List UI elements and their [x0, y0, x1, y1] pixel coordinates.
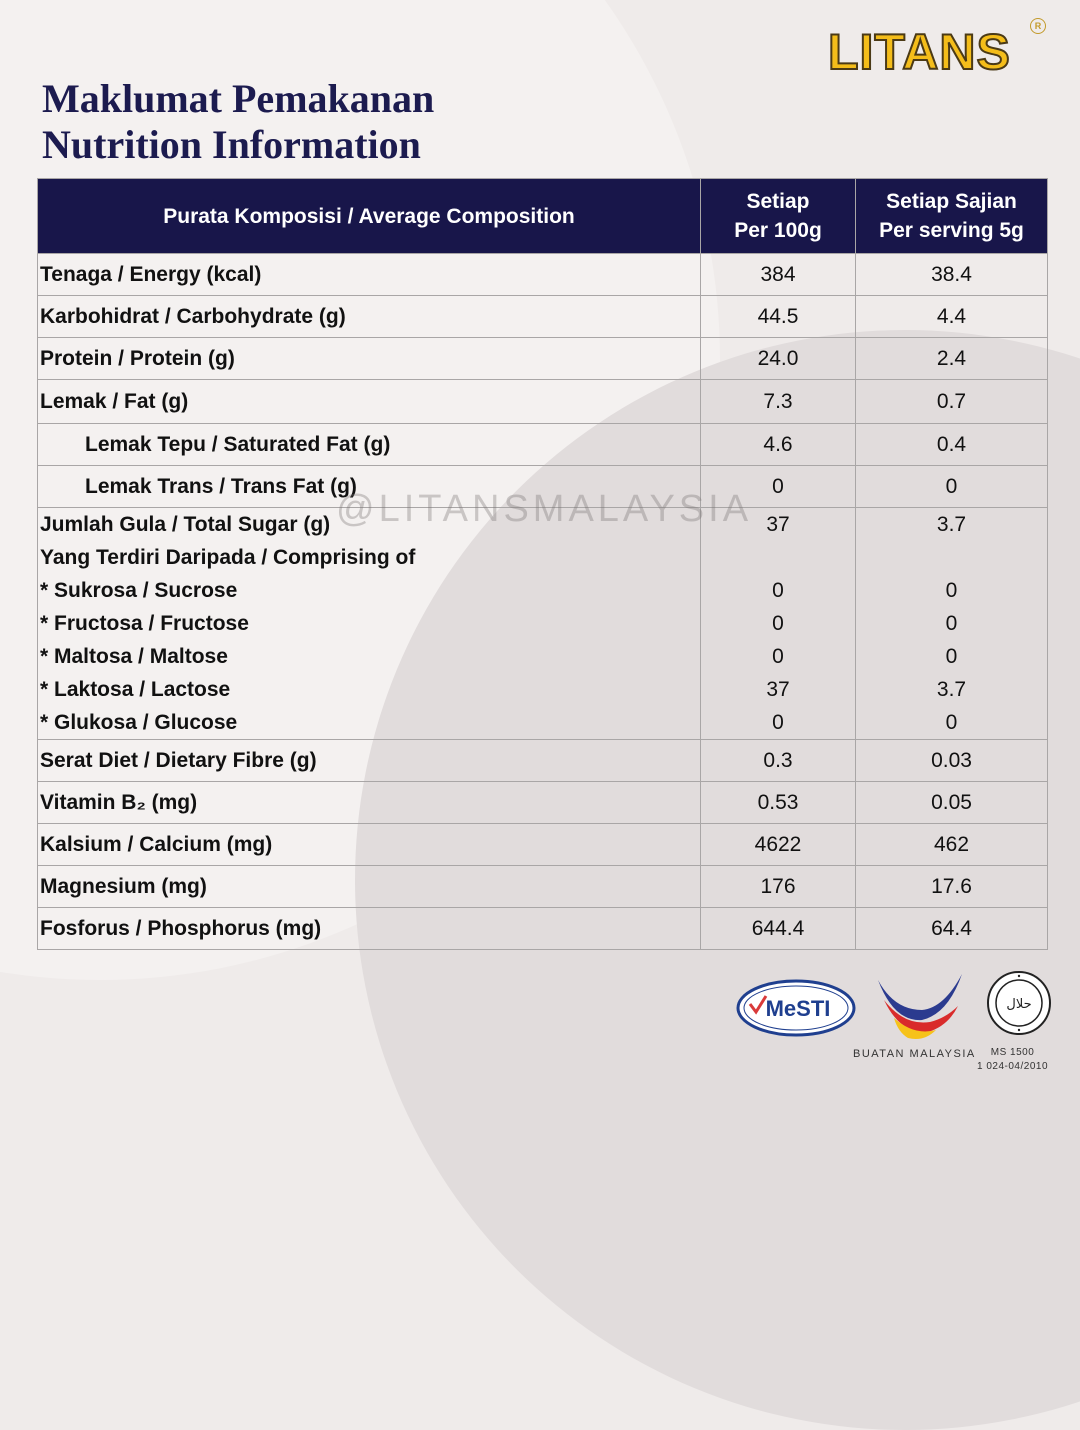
certification-badges	[736, 970, 1066, 1070]
table-row	[38, 740, 1048, 782]
row-serving: 0.05	[856, 782, 1048, 824]
page-title	[42, 76, 434, 168]
nutrition-table	[37, 178, 1048, 950]
mesti-text: MeSTI	[765, 996, 831, 1021]
table-row	[38, 296, 1048, 338]
made-in-malaysia-label: BUATAN MALAYSIA	[853, 1048, 976, 1060]
row-serving: 64.4	[856, 908, 1048, 950]
row-serving: 4.4	[856, 296, 1048, 338]
sugar-row	[38, 508, 1048, 740]
sugar-line-per100: 37	[766, 678, 790, 701]
sugar-line-per100: 0	[772, 612, 784, 635]
row-serving: 0	[856, 466, 1048, 508]
malaysia-flag-mark-icon	[874, 970, 966, 1044]
ms-code-line2: 1 024-04/2010	[977, 1061, 1049, 1072]
row-label: Kalsium / Calcium (mg)	[38, 824, 701, 866]
sugar-line-serving: 0	[945, 645, 958, 668]
sugar-line-per100: 0	[772, 579, 784, 602]
row-per100: 644.4	[701, 908, 856, 950]
header-per-serving	[856, 179, 1048, 254]
sugar-line-serving: 0	[945, 711, 958, 734]
row-label: Lemak Tepu / Saturated Fat (g)	[38, 424, 701, 466]
table-row	[38, 824, 1048, 866]
sugar-line-label: * Laktosa / Lactose	[40, 678, 231, 701]
row-label: Karbohidrat / Carbohydrate (g)	[38, 296, 701, 338]
row-per100: 384	[701, 254, 856, 296]
row-label: Fosforus / Phosphorus (mg)	[38, 908, 701, 950]
sugar-line-label: * Fructosa / Fructose	[40, 612, 249, 635]
sugar-line-per100: 37	[766, 513, 790, 536]
header-composition: Purata Komposisi / Average Composition	[38, 179, 701, 254]
sugar-line-label: * Maltosa / Maltose	[40, 645, 228, 668]
row-serving: 38.4	[856, 254, 1048, 296]
ms-standard-code	[977, 1046, 1048, 1074]
sugar-line-per100: 0	[772, 711, 784, 734]
mesti-logo-icon	[736, 978, 856, 1038]
sugar-line-label: Yang Terdiri Daripada / Comprising of	[40, 546, 416, 569]
registered-mark-icon: R	[1030, 18, 1046, 34]
title-english: Nutrition Information	[42, 122, 421, 167]
ms-code-line1: MS 1500	[990, 1047, 1035, 1058]
header-per-100g	[701, 179, 856, 254]
row-serving: 2.4	[856, 338, 1048, 380]
header-serving-line1: Setiap Sajian	[886, 190, 1017, 213]
sugar-line-serving	[858, 541, 1045, 574]
row-per100: 0	[701, 466, 856, 508]
sugar-line-label: * Sukrosa / Sucrose	[40, 579, 238, 602]
table-row	[38, 424, 1048, 466]
row-label: Tenaga / Energy (kcal)	[38, 254, 701, 296]
row-serving: 17.6	[856, 866, 1048, 908]
row-per100: 44.5	[701, 296, 856, 338]
sugar-line-serving: 0	[945, 612, 958, 635]
sugar-serving	[856, 508, 1048, 740]
row-per100: 0.3	[701, 740, 856, 782]
sugar-line-serving: 3.7	[936, 678, 967, 701]
table-row	[38, 254, 1048, 296]
sugar-line-serving: 3.7	[936, 513, 967, 536]
row-serving: 0.03	[856, 740, 1048, 782]
row-per100: 4.6	[701, 424, 856, 466]
sugar-line-per100	[703, 541, 853, 574]
row-per100: 24.0	[701, 338, 856, 380]
brand-logo: LITANS	[828, 24, 1011, 80]
row-label: Protein / Protein (g)	[38, 338, 701, 380]
row-serving: 0.7	[856, 380, 1048, 424]
row-label: Lemak / Fat (g)	[38, 380, 701, 424]
sugar-labels	[38, 508, 701, 740]
row-label: Vitamin B₂ (mg)	[38, 782, 701, 824]
row-label: Magnesium (mg)	[38, 866, 701, 908]
watermark-handle: @LITANSMALAYSIA	[336, 488, 753, 530]
row-label: Lemak Trans / Trans Fat (g)	[38, 466, 701, 508]
table-row	[38, 338, 1048, 380]
header-serving-line2: Per serving 5g	[879, 219, 1024, 242]
halal-text: حلال	[1006, 997, 1032, 1012]
header-per100-line2: Per 100g	[734, 219, 822, 242]
row-per100: 4622	[701, 824, 856, 866]
title-malay: Maklumat Pemakanan	[42, 76, 435, 121]
sugar-per100	[701, 508, 856, 740]
table-row	[38, 866, 1048, 908]
row-per100: 0.53	[701, 782, 856, 824]
header-per100-line1: Setiap	[746, 190, 810, 213]
sugar-line-per100: 0	[772, 645, 784, 668]
halal-logo-icon	[986, 970, 1052, 1036]
sugar-line-label: * Glukosa / Glucose	[40, 711, 238, 734]
table-header-row	[38, 179, 1048, 254]
table-row	[38, 782, 1048, 824]
row-label: Serat Diet / Dietary Fibre (g)	[38, 740, 701, 782]
row-serving: 0.4	[856, 424, 1048, 466]
sugar-line-label: Jumlah Gula / Total Sugar (g)	[40, 513, 331, 536]
table-row	[38, 380, 1048, 424]
row-per100: 176	[701, 866, 856, 908]
row-serving: 462	[856, 824, 1048, 866]
row-per100: 7.3	[701, 380, 856, 424]
sugar-line-serving: 0	[945, 579, 958, 602]
table-row	[38, 908, 1048, 950]
